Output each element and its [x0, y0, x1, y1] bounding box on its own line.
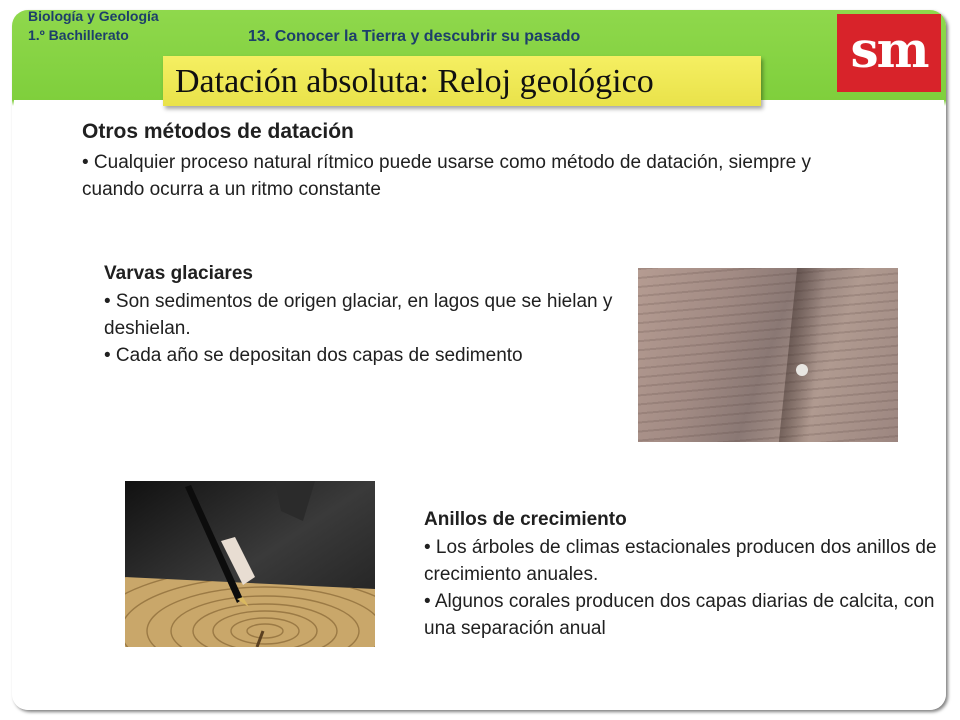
coin-scale [796, 364, 808, 376]
anillos-bullet-1: • Los árboles de climas estacionales producen dos anillos de crecimiento anuales. [424, 537, 937, 585]
tree-rings-photo [125, 481, 375, 647]
unit-title: 13. Conocer la Tierra y descubrir su pasado [248, 28, 581, 45]
varvas-bullet-2: • Cada año se depositan dos capas de sedimento [104, 345, 523, 366]
varvas-photo [638, 268, 898, 442]
rock-ridge [779, 268, 827, 442]
tree-rings-illustration [125, 481, 375, 647]
varvas-section [104, 260, 614, 369]
anillos-section [424, 506, 944, 642]
intro-section [82, 120, 862, 203]
anillos-bullet-2: • Algunos corales producen dos capas diarias de calcita, con una separación anual [424, 591, 935, 639]
varvas-heading: Varvas glaciares [104, 263, 253, 284]
subject-name: Biología y Geología [28, 8, 159, 24]
sm-logo: sm [837, 14, 941, 92]
anillos-heading: Anillos de crecimiento [424, 509, 627, 530]
slide-title: Datación absoluta: Reloj geológico [163, 56, 761, 106]
intro-text: • Cualquier proceso natural rítmico puede usarse como método de datación, siempre y cuando ocurra a un ritmo constante [82, 152, 812, 200]
subject-label [28, 7, 208, 45]
intro-heading: Otros métodos de datación [82, 120, 354, 143]
varvas-bullet-1: • Son sedimentos de origen glaciar, en lagos que se hielan y deshielan. [104, 291, 613, 339]
course-name: 1.º Bachillerato [28, 27, 129, 43]
